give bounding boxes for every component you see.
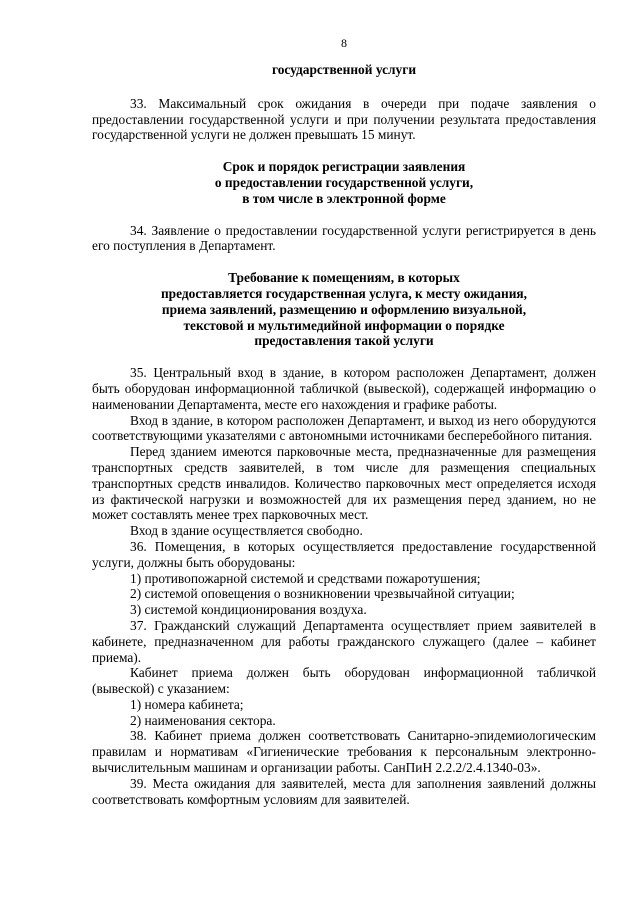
paragraph: 38. Кабинет приема должен соответствовать Санитарно-эпидемиологическим правилам и нормативам «Гигиенические требования к персональным электронно-вычислительным машинам и организации работы. СанПиН 2.2.2/2.4.1340-03». bbox=[92, 728, 596, 776]
heading-premises bbox=[92, 270, 596, 349]
paragraph: 39. Места ожидания для заявителей, места для заполнения заявлений должны соответствовать комфортным условиям для заявителей. bbox=[92, 775, 596, 807]
heading-line: о предоставлении государственной услуги, bbox=[214, 174, 474, 190]
paragraph: Вход в здание осуществляется свободно. bbox=[130, 523, 363, 539]
heading-line: предоставления такой услуги bbox=[254, 333, 434, 349]
paragraph: Кабинет приема должен быть оборудован информационной табличкой (вывеской) с указанием: bbox=[92, 665, 596, 697]
paragraph: 35. Центральный вход в здание, в котором расположен Департамент, должен быть оборудован информационной табличкой (вывеской), содержащей информацию о наименовании Департамента, месте его нахождения и графике работы. bbox=[92, 365, 596, 412]
paragraph-34: 34. Заявление о предоставлении государственной услуги регистрируется в день его поступления в Департамент. bbox=[92, 222, 596, 254]
heading-line: текстовой и мультимедийной информации о порядке bbox=[183, 317, 505, 333]
list-item: 1) противопожарной системой и средствами пожаротушения; bbox=[130, 570, 481, 586]
heading-registration bbox=[92, 159, 596, 206]
heading-line: предоставляется государственная услуга, к месту ожидания, bbox=[160, 285, 528, 301]
heading-line: Требование к помещениям, в которых bbox=[228, 270, 460, 286]
heading-line: приема заявлений, размещению и оформлению визуальной, bbox=[161, 301, 527, 317]
document-body bbox=[92, 62, 596, 807]
list-item: 3) системой кондиционирования воздуха. bbox=[130, 602, 367, 618]
paragraph: 36. Помещения, в которых осуществляется предоставление государственной услуги, должны быть оборудованы: bbox=[92, 538, 596, 570]
heading-continuation: государственной услуги bbox=[271, 62, 417, 77]
paragraph: Перед зданием имеются парковочные места, предназначенные для размещения транспортных средств заявителей, в том числе для размещения специальных транспортных средств инвалидов. Количество парковочных мест определяется исходя из фактической нагрузки и возможностей для их размещения перед зданием, но не может составлять менее трех парковочных мест. bbox=[92, 444, 596, 523]
heading-line: в том числе в электронной форме bbox=[242, 190, 446, 206]
list-item: 2) системой оповещения о возникновении чрезвычайной ситуации; bbox=[130, 586, 515, 602]
list-item: 1) номера кабинета; bbox=[130, 696, 244, 712]
paragraph-33: 33. Максимальный срок ожидания в очереди при подаче заявления о предоставлении государственной услуги и при получении результата предоставления государственной услуги не должен превышать 15 минут. bbox=[92, 95, 596, 143]
paragraph: Вход в здание, в котором расположен Департамент, и выход из него оборудуются соответствующими указателями с автономными источниками бесперебойного питания. bbox=[92, 412, 596, 444]
page-number: 8 bbox=[341, 36, 347, 50]
paragraph: 37. Гражданский служащий Департамента осуществляет прием заявителей в кабинете, предназначенном для работы гражданского служащего (далее – кабинет приема). bbox=[92, 617, 596, 665]
list-item: 2) наименования сектора. bbox=[130, 712, 276, 728]
heading-line: Срок и порядок регистрации заявления bbox=[222, 159, 466, 175]
